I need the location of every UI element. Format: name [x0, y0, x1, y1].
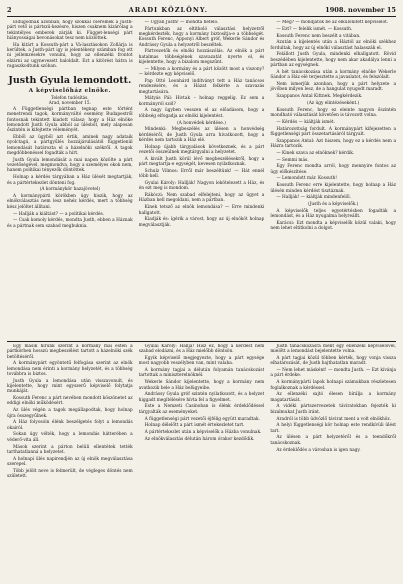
paragraph: — Ugyan Justh! — mondta hetelő.: [144, 20, 219, 25]
paragraph: Aradról is több üdvözlő távirat ment a volt elnökhöz.: [276, 416, 391, 422]
paragraph: Eldugódnak azonban, hogy szokkal cserélnek a Justh-párt vető is pártszü-kezésre, hiszen csaknem kizárólag a tekintélyes emberek zárják ki. Függet-lenségi párt hiányosságai bevonásokat tesz nem közlöttek.: [7, 20, 133, 41]
masthead: [7, 6, 396, 17]
paragraph: A kormánypárt egyöntetű felfogása szerint az elnök lemondása nem érinti a kormány helyzetét, és a többség továbbra is biztos.: [7, 361, 133, 377]
paragraph: A párt tagjai közül többen kérték, hogy vonja vissza elhatározását, de Justh hajthatatlan maradt.: [270, 356, 397, 367]
paragraph: Kossuth Ferenc erre kijelentette, hogy holnap a Ház ülésén minden kérdést tisztáznak.: [270, 183, 397, 194]
paragraph: Nem ismerjük azonban, hogy a párt helyzete a jövőben milyen lesz, de a hangulat nyugodt maradt.: [270, 81, 397, 93]
paragraph: A vidéki pártszervezetek táviratokban fejezték ki bizalmukat Justh iránt.: [270, 404, 397, 415]
paragraph: Ha kitárt a Kossuth-párt a Vá-lasztásokon Zollárja is kerültek, a Justh-párt igy is jelentékeny számban fog ott ni jellemzésekre vonulni, hogy az ellenzéki frontot elzárni az ugynevezett baloldalt. Ezt a kitörést hátra is ragaszkodtunk szóban.: [7, 42, 133, 69]
paragraph: Justh tanácskozásra ment egy ellenzéki képviselővel, mielőtt a lemondást bejelentette volna.: [270, 344, 397, 355]
paragraph: A pártértekezlet után a képviselők a Házba vonulnak.: [144, 430, 262, 436]
paragraph: — Kérdés — kiáltják ismét.: [276, 119, 336, 125]
paragraph: Egy másik hírünk szerint a kormány mai estén a pártkörben hosszú megbeszélést tartott a házelnöki szék betöltéséről.: [7, 344, 133, 360]
paragraph: Ebből az ügyből azt értik, aminek nagy adataik nyolctagú, a pártgyűlés hozzájárulásától függetlenül lemondását határozta el a házelnöki székről. A tagok megdöbbenéssel fogadták a hírt.: [7, 135, 133, 157]
paragraph: Wekerle Sándor kijelentette, hogy a kormány nem avatkozik bele a Ház belügyeibe.: [138, 380, 265, 391]
paragraph: Kinek tetsző az elnök lemondása? — Erre mindenki hallgatott.: [138, 205, 265, 216]
paragraph: Szappanos Antal: Azt hiszem, hogy ez a kérdés nem a Házra tartozik.: [270, 138, 397, 149]
paragraph: A kormány tagjai a délután folyamán tanácskozást tartottak a miniszterelnöknél.: [138, 368, 265, 379]
paragraph: Az ellenzéki sajtó élesen bírálja a kormány magatartását.: [270, 392, 397, 403]
paragraph: Schulz Vilmos: Erről már beszéltünk! — Hát ennél több kell.: [138, 168, 265, 180]
paragraph: Több jelölt neve is felmerült, de végleges döntés nem született.: [7, 468, 133, 480]
paragraph: Pap Ottó Leonhárd indítványt tett a Ház tanácsos rendezésére, és a Házat felkérte a szavazás megtartására.: [138, 78, 265, 95]
paragraph: Kossuth Ferenc a párt nevében mondott köszönetet az eddigi elnöki működésért.: [7, 396, 133, 407]
paragraph: Pártvezetők és elnöki hozzászólás. Az elnök a párt hatalmas többségének szavazatát nyerte el, és kijelentette, hogy a bizalom megszűnt.: [138, 49, 265, 66]
paragraph: — Semmi más.: [276, 157, 309, 163]
paragraph: Justh Gyula lemondását a mai napon közölte a párt vezetőségével, megmondva, hogy a személyes okok nem, hanem politikai tényezők döntöttek.: [7, 157, 133, 174]
paragraph: Holnap délelőtt a párt ismét értekezletet tart.: [144, 423, 245, 429]
paragraph: Azután a kijelentés után a Háztól az elnöki székhez fordultak, hogy az új elnöki választást halasszák el.: [270, 40, 397, 51]
paragraph: Határozottság fordult. A kormánypárt kifejezetten a függetlenségi párt összetartásáról tárgyalt.: [270, 126, 397, 137]
paragraph: Szappanos Antal Kittnek. Megkérdezik.: [276, 94, 363, 100]
paragraph: A nagy ügyben vesszen el az előadásom, hogy a többség elfogadja az elnöki kijelentést.: [138, 108, 265, 119]
paragraph: Justh Gyula a lemondása után visszavonult, és kijelentette, hogy mint egyszerű képviselő folytatja munkáját.: [7, 378, 133, 395]
page-number: 2: [7, 6, 12, 14]
paragraph: Az elnökválasztás délután három órakor kezdődik.: [144, 436, 255, 442]
paragraph: Sokan úgy vélték, hogy a lemondás hátterében a véderő-vita áll.: [7, 432, 133, 443]
paragraph: Egy Ferenc mondta arról, hogy mennyire fontos az ügy előkészítése.: [270, 164, 397, 175]
section-divider: [7, 341, 396, 342]
paragraph: Kossuth Ferenc nem beszélt a vitában.: [276, 33, 361, 39]
article-heading: Justh Gyula lemondott.: [8, 75, 132, 87]
lower-column-3: [270, 344, 396, 584]
paragraph: — Csak komoly kérdés, mondta Justh, ebben a Háznak és a pártnak sem szabad megbuknia.: [7, 218, 133, 229]
paragraph: — Kinek szava az elnöknek? kérdik.: [276, 150, 355, 156]
paragraph: A Függetlenségi pártban tegnap este történt menetrendi tagok, kormányváltó esemény Budapestről fontosnak tekintett kiadott válasz; hogy a Ház elnöke lemondott Justh Gyula abból az ülésből, mely alaposan őszintén is kifejtette véleményét.: [7, 107, 133, 134]
paragraph: A kormánypárti körökben úgy hiszik, hogy az elnökválasztás nem lesz nehéz kérdés, mert a többség kész jelöltet állítani.: [7, 194, 133, 210]
paragraph: Felállott Justh Gyula, mindenki elhallgatott. Rövid beszédében kijelentette, hogy nem akar akadálya lenni a pártban az egységnek.: [270, 52, 397, 69]
byline: [7, 95, 133, 105]
paragraph: Az ülésen a párt helyzetéről és a teendőkről tanácskoznak.: [270, 435, 397, 446]
upper-columns: [7, 20, 396, 338]
article-subheading: A képviselőház elnöke.: [28, 88, 111, 95]
paragraph: Rákóczi: Nem szabad elfelejteni, hogy az ügyet a Házban kell megoldani, nem a pártban.: [138, 193, 265, 204]
lower-column-2: [139, 344, 265, 584]
paragraph: A holnapi ülés napirendjén az új elnök megválasztása szerepel.: [7, 456, 133, 467]
paragraph: A hét tanácskozása után a kormány elnöke Wekerle Sándor a Ház elé terjesztette a javaslatot, és felszólalt.: [270, 69, 397, 81]
paragraph: A kormánypárti lapok holnapi számukban részletesen foglalkoznak a kérdéssel.: [270, 380, 397, 391]
column-3: [270, 20, 396, 338]
paragraph: — Milyen a kormány és a párt között most a viszony? — kérdezte egy képviselő.: [138, 66, 265, 78]
paragraph: Andrássy Gyula gróf szintén nyilatkozott, és a helyzet higgadt megítélésére hívta fel a figyelmet.: [138, 392, 265, 403]
paragraph: Egyik képviselő megjegyezte, hogy a párt egysége most nagyobb veszélyben van, mint valaha.: [138, 356, 265, 367]
paragraph: Holnap a kérdés tárgyában a Ház ülését megtartják, és a pártértekezlet dönteni fog.: [7, 175, 133, 186]
paragraph: Mások szerint a párton belüli ellentétek tették tarthatatlanná a helyzetet.: [7, 444, 133, 455]
issue-date: 1908. november 15: [325, 6, 396, 14]
paragraph: — Hallják a kiáltást? — a politikai kérdés.: [13, 211, 105, 217]
paragraph: Mindenki: Megbeszélés az ülésen a honvédség kérdéséről, de Justh Gyula arra hivatkozott, hogy a kérdés nem tartozik a Ház elé.: [138, 127, 265, 143]
byline-place: Arad, november 15.: [48, 100, 91, 106]
paragraph: — Hallják! — kiáltják mindenfelől.: [276, 195, 351, 201]
paragraph: — Még? — mondjátok be az elkülönített képviselőt.: [276, 20, 389, 25]
lower-column-1: [7, 344, 133, 584]
byline-source: Telefon tudósítás.: [51, 95, 89, 101]
paragraph: Az ülés végén a tagok megállapodtak, hogy holnap újra összegyűlnek.: [7, 408, 133, 419]
section-label: (Justh és a képviselők.): [308, 202, 359, 208]
paragraph: A függetlenségi párt vezetői éjfélig együtt maradtak.: [144, 416, 260, 422]
paragraph: A képviselők teljes egyetértésben fogadták a lemondást, és a Ház nyugalma helyreállt.: [270, 208, 397, 220]
column-2: [139, 20, 265, 338]
paragraph: Az érdeklődés a városban is igen nagy.: [276, 447, 361, 453]
paragraph: Karácsi: Ezt mondta a képviselők közül valaki, hogy nem lehet eltitkolni a dolgot.: [270, 221, 397, 232]
paragraph: — Ezt? — felelik ismét. — Kossuth.: [276, 26, 353, 32]
paragraph: A helyi függetlenségi kör holnap este rendkívüli ülést tart.: [270, 423, 397, 434]
paragraph: Gyulai Károly: Hallják! Nagyon lekötelezett a Ház, és én ezt meg is mondom.: [138, 181, 265, 192]
paragraph: Pártunkban az eltitkoló választási helyzetről megkérdezték, hogy a kormány biztosítja-e a többségét. Kossuth Ferenc, Apponyi Albert gróf, Wekerle Sándor és Andrássy Gyula a helyzetről beszéltek.: [138, 26, 265, 48]
paragraph: — Lemondott már. Kossuth!: [276, 176, 338, 182]
paragraph: Holnap újabb tárgyalások következnek, és a párt vezetői összeülnek megtárgyalni a helyzetet.: [138, 144, 265, 156]
column-1: [7, 20, 133, 338]
paragraph: Kiadják és: ígérik a várost, hogy az új elnököt holnap megválasztják.: [138, 217, 265, 228]
section-label: (A honvédek kérdése.): [177, 120, 226, 126]
section-label: (A kormánykör hazajövetel): [39, 187, 100, 193]
lower-columns: [7, 344, 396, 584]
section-label: (Az ügy elintézéseként.): [307, 100, 360, 106]
newspaper-title: ARADI KÖZLÖNY.: [128, 6, 209, 14]
paragraph: — Nem lehet másként! — mondta Justh. — Ezt kívánja a párt érdeke.: [270, 368, 397, 379]
paragraph: A kivált Justh körül lévő megbeszélésekről, hogy a párt megtartja-e egységét, kevesen nyilatkoznak.: [138, 156, 265, 168]
paragraph: A Ház folyosóin élénk beszélgetés folyt a lemondás okairól.: [7, 420, 133, 431]
paragraph: Gyulai Károly: Hallja! Hisz ez, hogy a kérdést nem szabad elodázni, és a Ház mielőbb döntsön.: [138, 344, 265, 355]
paragraph: Mátyás Pál: Hivtak – holnap reggelig. Ez sem a kormányról szól?: [138, 96, 265, 107]
paragraph: Este a Nemzeti Casinoban is élénk érdeklődéssel tárgyalták az eseményeket.: [138, 404, 265, 415]
paragraph: Kossuth Ferenc, hogy ez eleinte nagyon őszintén mondható választását követően is távozott volna.: [270, 107, 397, 118]
